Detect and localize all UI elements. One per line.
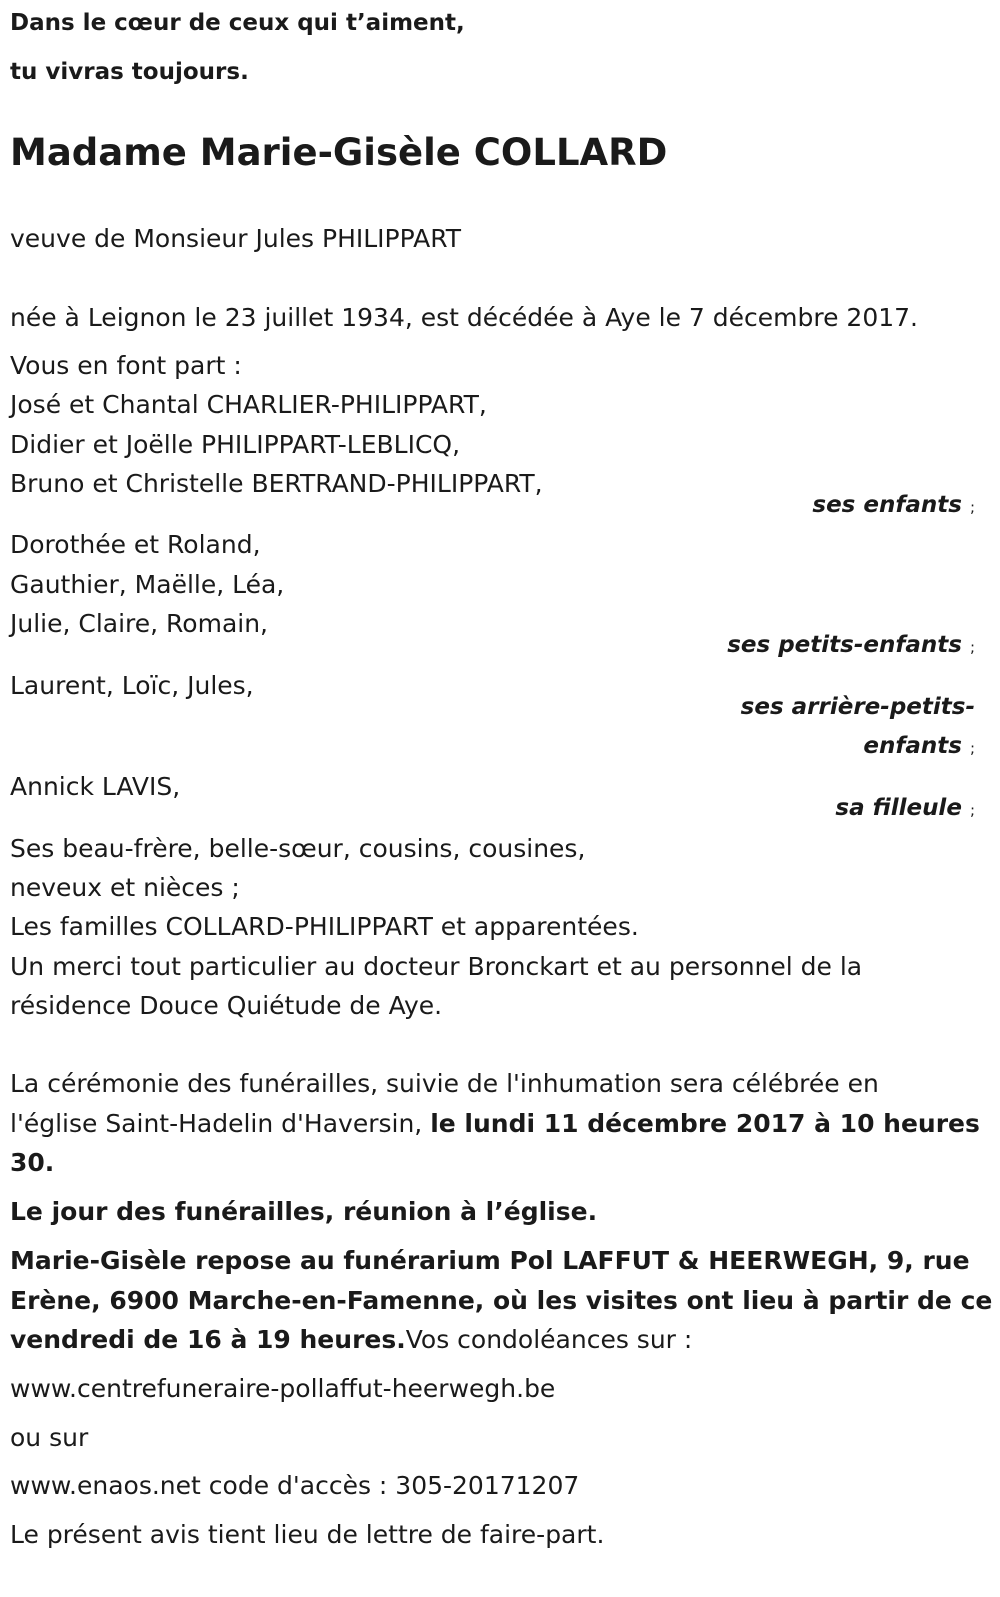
family-line: Un merci tout particulier au docteur Bronckart et au personnel de la <box>10 952 863 981</box>
grandchild-line: Julie, Claire, Romain, <box>10 609 269 638</box>
announcement-intro: Vous en font part : <box>10 351 242 380</box>
epitaph-line-1: Dans le cœur de ceux qui t’aiment, <box>10 10 465 36</box>
website-link-1[interactable]: www.centrefuneraire-pollaffut-heerwegh.be <box>10 1374 556 1403</box>
great-grandchildren-label-2: enfants ; <box>863 733 975 759</box>
ceremony-line-1: La cérémonie des funérailles, suivie de l'inhumation sera célébrée en <box>10 1069 879 1098</box>
ceremony-line-2: l'église Saint-Hadelin d'Haversin, le lundi 11 décembre 2017 à 10 heures <box>10 1109 980 1138</box>
footer-notice: Le présent avis tient lieu de lettre de faire-part. <box>10 1520 605 1549</box>
or-text: ou sur <box>10 1423 89 1452</box>
repose-line-2: Erène, 6900 Marche-en-Famenne, où les visites ont lieu à partir de ce <box>10 1286 993 1315</box>
family-line: Les familles COLLARD-PHILIPPART et apparentées. <box>10 912 639 941</box>
children-label: ses enfants ; <box>812 492 975 518</box>
goddaughter-line: Annick LAVIS, <box>10 772 181 801</box>
website-link-2[interactable]: www.enaos.net code d'accès : 305-20171207 <box>10 1471 580 1500</box>
grandchild-line: Dorothée et Roland, <box>10 530 261 559</box>
family-line: résidence Douce Quiétude de Aye. <box>10 991 443 1020</box>
child-line: Bruno et Christelle BERTRAND-PHILIPPART, <box>10 469 543 498</box>
grandchild-line: Gauthier, Maëlle, Léa, <box>10 570 285 599</box>
family-line: Ses beau-frère, belle-sœur, cousins, cousines, <box>10 834 586 863</box>
deceased-name: Madame Marie-Gisèle COLLARD <box>10 131 668 174</box>
ceremony-line-3: 30. <box>10 1148 55 1177</box>
goddaughter-label: sa filleule ; <box>835 795 975 821</box>
birth-death: née à Leignon le 23 juillet 1934, est décédée à Aye le 7 décembre 2017. <box>10 303 918 332</box>
meeting-note: Le jour des funérailles, réunion à l’église. <box>10 1197 598 1226</box>
great-grandchildren-line: Laurent, Loïc, Jules, <box>10 671 254 700</box>
widow-of: veuve de Monsieur Jules PHILIPPART <box>10 224 462 253</box>
condolences-label: Vos condoléances sur : <box>405 1325 693 1354</box>
family-line: neveux et nièces ; <box>10 873 240 902</box>
child-line: Didier et Joëlle PHILIPPART-LEBLICQ, <box>10 430 461 459</box>
child-line: José et Chantal CHARLIER-PHILIPPART, <box>10 390 487 419</box>
great-grandchildren-label-1: ses arrière-petits- <box>740 694 975 720</box>
repose-line-3: vendredi de 16 à 19 heures.Vos condoléances sur : <box>10 1325 693 1354</box>
epitaph-line-2: tu vivras toujours. <box>10 59 249 85</box>
ceremony-date: le lundi 11 décembre 2017 à 10 heures <box>430 1109 980 1138</box>
grandchildren-label: ses petits-enfants ; <box>727 632 975 658</box>
repose-line-1: Marie-Gisèle repose au funérarium Pol LAFFUT & HEERWEGH, 9, rue <box>10 1246 970 1275</box>
